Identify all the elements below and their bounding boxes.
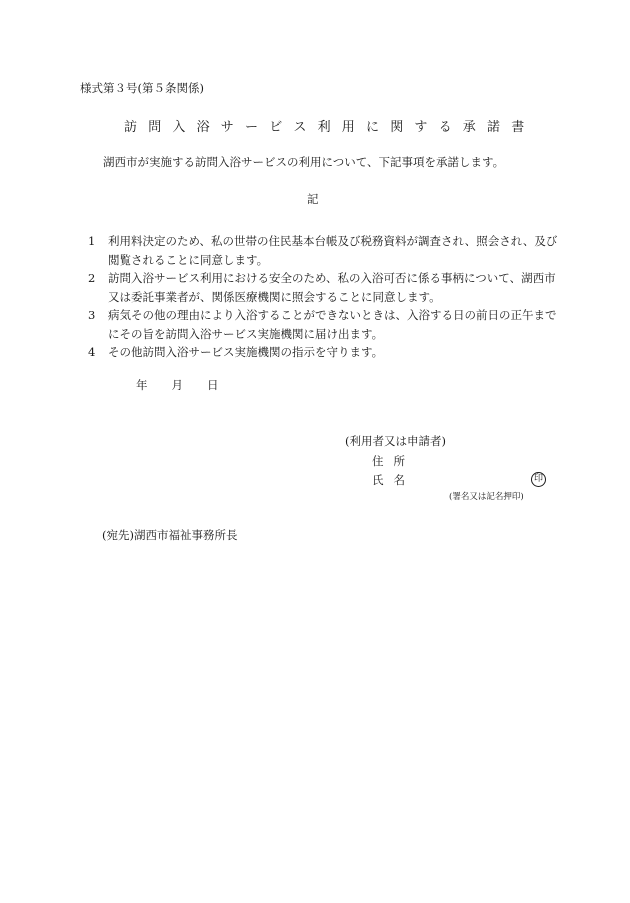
item-text: 利用料決定のため、私の世帯の住民基本台帳及び税務資料が調査され、照会され、及び閲覧されることに同意します。 (108, 234, 558, 267)
item-text: 病気その他の理由により入浴することができないときは、入浴する日の前日の正午までにその旨を訪問入浴サービス実施機関に届け出ます。 (108, 308, 557, 341)
intro-statement: 湖西市が実施する訪問入浴サービスの利用について、下記事項を承諾します。 (103, 155, 505, 169)
applicant-heading: (利用者又は申請者) (345, 434, 446, 448)
item-text: 訪問入浴サービス利用における安全のため、私の入浴可否に係る事柄について、湖西市又は委託事業者が、関係医療機関に照会することに同意します。 (108, 271, 556, 304)
form-number: 様式第３号(第５条関係) (80, 81, 204, 95)
consent-item (88, 269, 558, 306)
month-label: 月 (171, 378, 183, 392)
year-label: 年 (136, 378, 148, 392)
date-line (136, 380, 219, 392)
item-text: その他訪問入浴サービス実施機関の指示を守ります。 (108, 345, 384, 359)
item-number: 3 (88, 308, 96, 322)
day-label: 日 (207, 378, 219, 392)
signature-note: (署名又は記名押印) (449, 492, 524, 502)
item-number: 1 (88, 234, 96, 248)
addressee: (宛先)湖西市福祉事務所長 (102, 528, 238, 542)
address-label: 住所 (372, 454, 415, 468)
consent-item (88, 306, 558, 343)
document-title: 訪問入浴サービス利用に関する承諾書 (124, 120, 536, 135)
seal-mark-icon: 印 (531, 472, 546, 487)
item-number: 4 (88, 345, 96, 359)
item-number: 2 (88, 271, 96, 285)
name-label: 氏名 (372, 473, 415, 487)
consent-item (88, 232, 558, 269)
consent-item (88, 343, 558, 362)
consent-items (88, 232, 558, 362)
ki-heading: 記 (307, 192, 319, 206)
